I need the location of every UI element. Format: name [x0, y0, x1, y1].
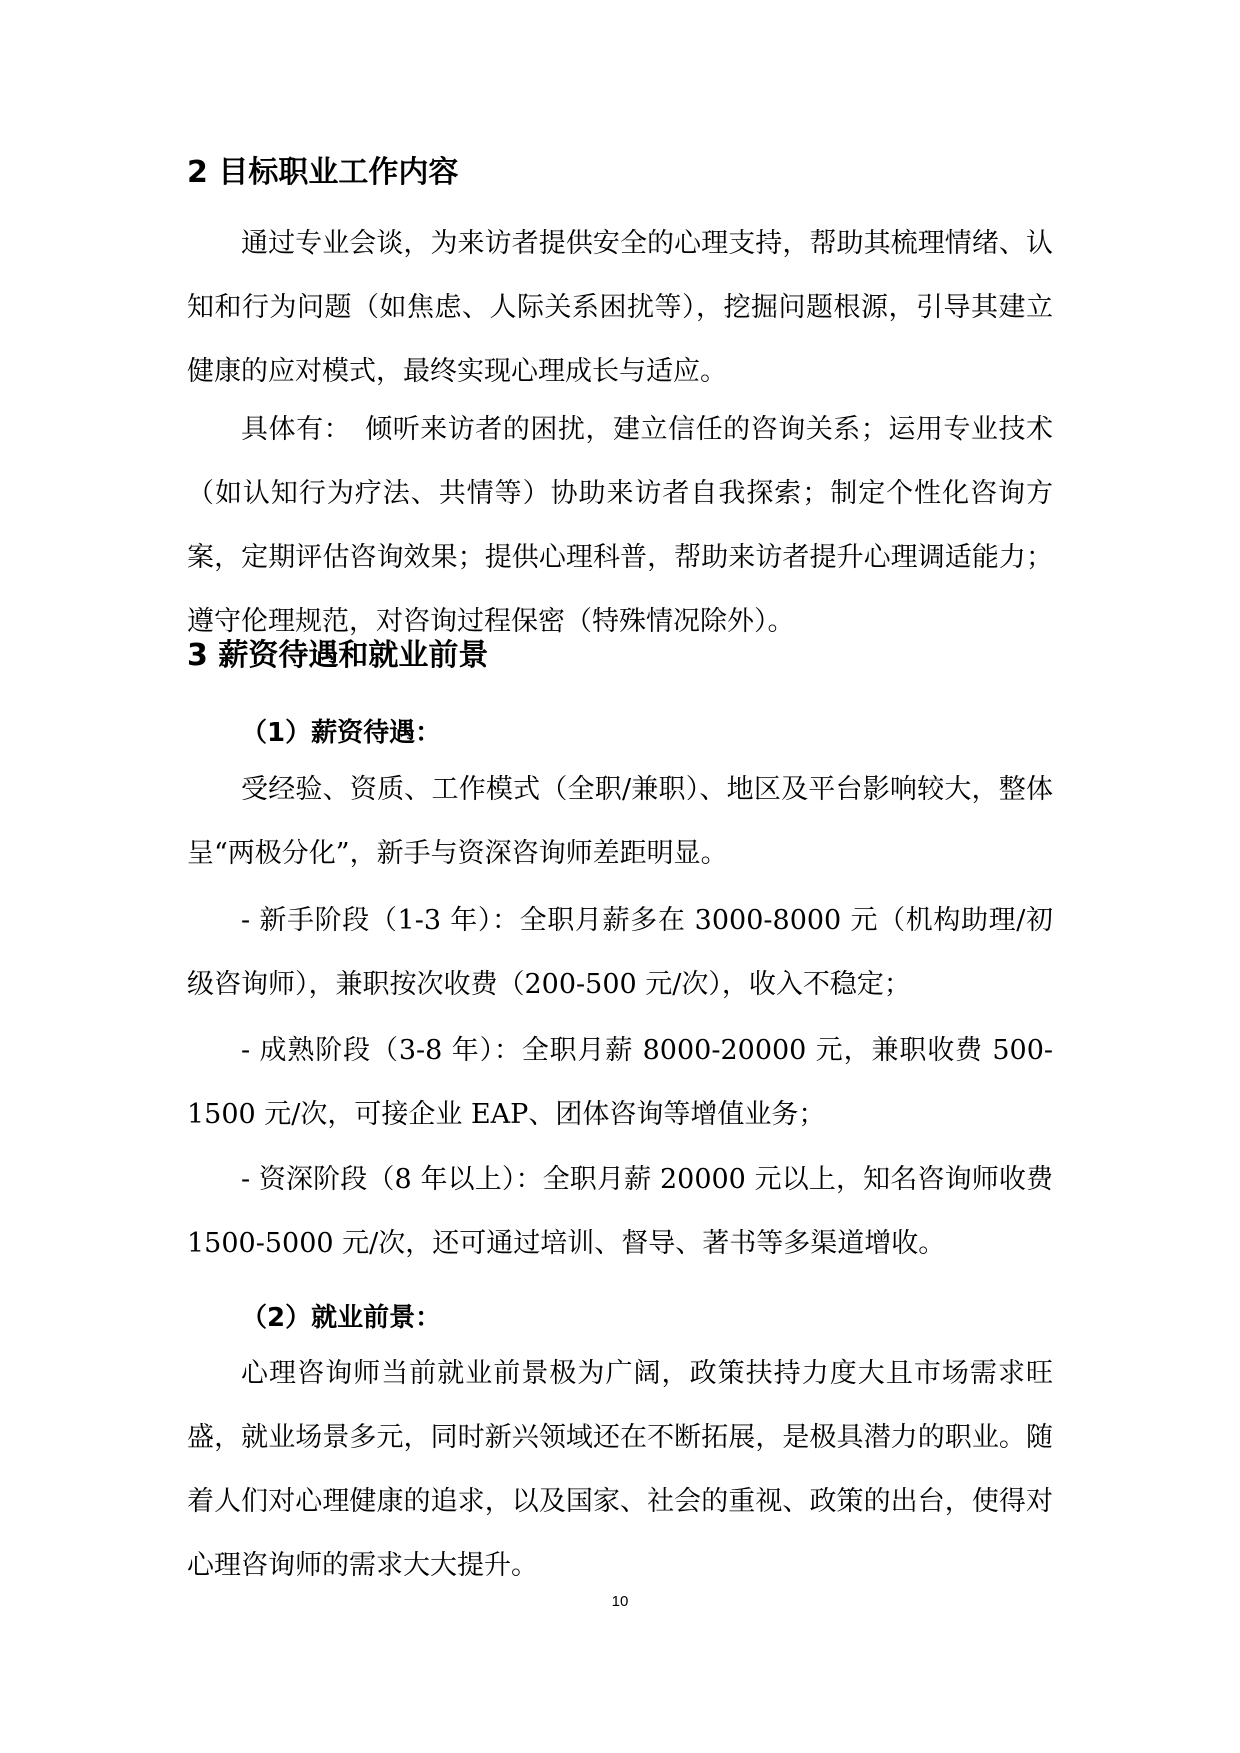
salary-novice-stage-paragraph: - 新手阶段（1-3 年）：全职月薪多在 3000-8000 元（机构助理/初级咨询师），兼职按次收费（200-500 元/次），收入不稳定；	[187, 905, 1053, 1000]
salary-mature-stage-paragraph: - 成熟阶段（3-8 年）：全职月薪 8000-20000 元，兼职收费 500-1500 元/次，可接企业 EAP、团体咨询等增值业务；	[187, 1035, 1053, 1130]
section-heading-work-content: 2 目标职业工作内容	[187, 155, 459, 190]
section-heading-salary-and-prospects: 3 薪资待遇和就业前景	[187, 638, 489, 673]
salary-senior-stage-paragraph: - 资深阶段（8 年以上）：全职月薪 20000 元以上，知名咨询师收费 1500-5000 元/次，还可通过培训、督导、著书等多渠道增收。	[187, 1164, 1053, 1259]
subheading-employment-prospects: （2）就业前景：	[241, 1303, 442, 1333]
work-content-intro-paragraph: 通过专业会谈，为来访者提供安全的心理支持，帮助其梳理情绪、认知和行为问题（如焦虑、人际关系困扰等），挖掘问题根源，引导其建立健康的应对模式，最终实现心理成长与适应。	[187, 228, 1053, 387]
work-content-detail-paragraph: 具体有： 倾听来访者的困扰，建立信任的咨询关系；运用专业技术（如认知行为疗法、共情等）协助来访者自我探索；制定个性化咨询方案，定期评估咨询效果；提供心理科普，帮助来访者提升心理调适能力；遵守伦理规范，对咨询过程保密（特殊情况除外）。	[187, 414, 1053, 637]
salary-intro-paragraph: 受经验、资质、工作模式（全职/兼职）、地区及平台影响较大，整体呈“两极分化”，新手与资深咨询师差距明显。	[187, 774, 1053, 869]
employment-prospects-paragraph: 心理咨询师当前就业前景极为广阔，政策扶持力度大且市场需求旺盛，就业场景多元，同时新兴领域还在不断拓展，是极具潜力的职业。随着人们对心理健康的追求，以及国家、社会的重视、政策的出台，使得对心理咨询师的需求大大提升。	[187, 1358, 1053, 1581]
subheading-salary: （1）薪资待遇：	[241, 718, 442, 748]
page-number: 10	[611, 1593, 629, 1610]
